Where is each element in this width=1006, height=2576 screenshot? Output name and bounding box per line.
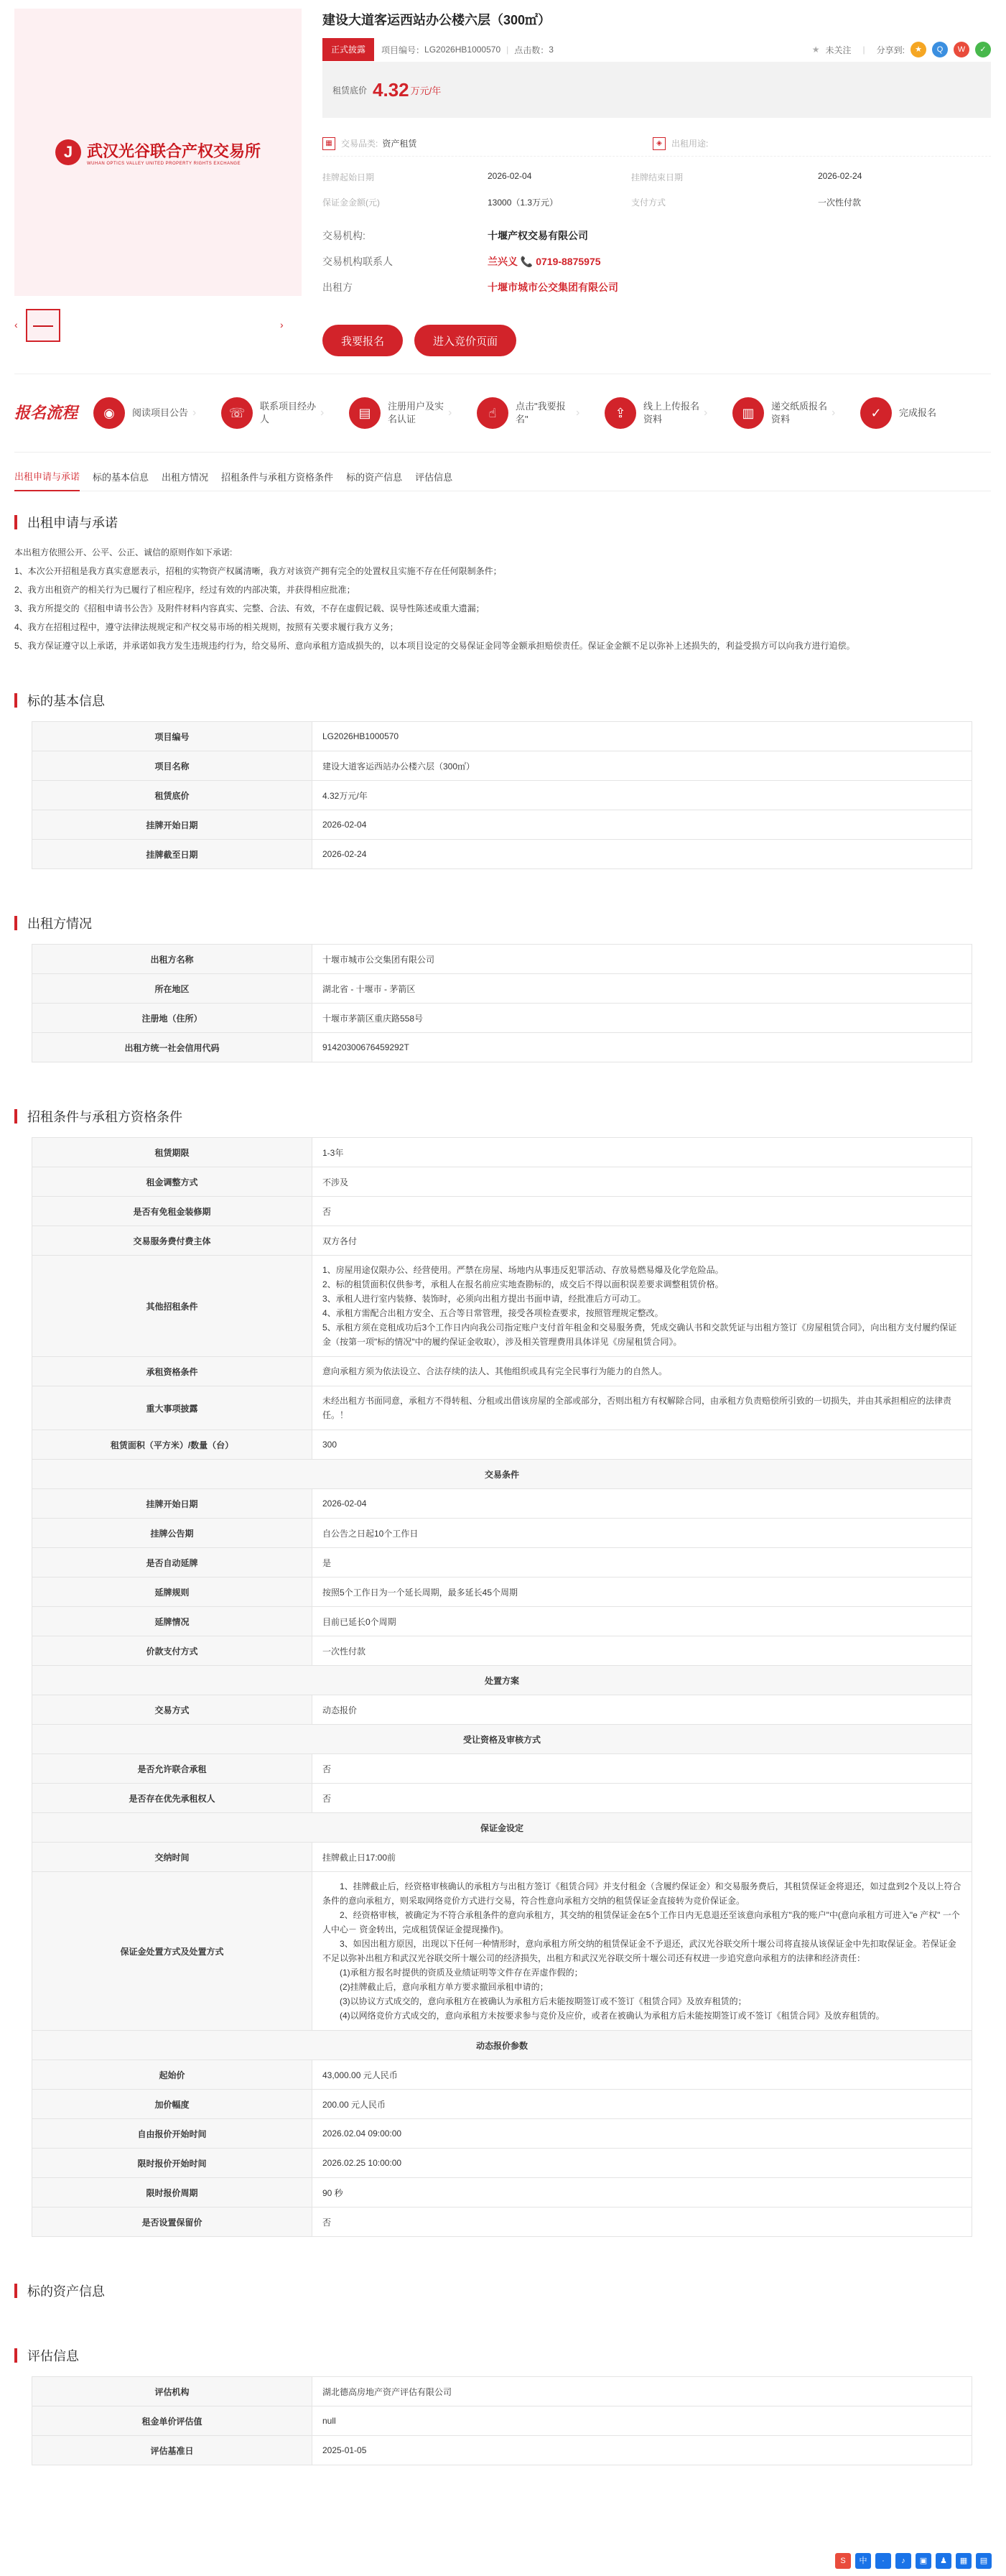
table-key: 注册地（住所） xyxy=(32,1004,312,1033)
eye-icon: ◉ xyxy=(93,397,125,429)
text-line: 5、承租方须在竞租成功后3个工作日内向我公司指定账户支付首年租金和交易服务费，凭成交确认书和交款凭证与出租方签订《房屋租赁合同》，向出租方支付履约保证金（按第一项"标的情况"中的履约保证金收取），涉及相关管理费用具体详见《房屋租赁合同》。 xyxy=(322,1322,957,1347)
table-value: 否 xyxy=(312,1754,972,1784)
evaluation-table xyxy=(32,2376,972,2465)
table-value: 不涉及 xyxy=(312,1167,972,1197)
asset-section xyxy=(14,2280,991,2302)
table-key: 价款支付方式 xyxy=(32,1636,312,1666)
table-row xyxy=(32,1636,972,1666)
status-badge: 正式披露 xyxy=(322,38,374,61)
table-value: 2026-02-04 xyxy=(312,810,972,840)
table-row xyxy=(32,1004,972,1033)
table-value: 自公告之日起10个工作日 xyxy=(312,1519,972,1548)
table-row xyxy=(32,1577,972,1607)
check-icon: ✓ xyxy=(860,397,892,429)
table-row xyxy=(32,1754,972,1784)
table-key: 挂牌开始日期 xyxy=(32,810,312,840)
table-row xyxy=(32,1226,972,1256)
table-key: 是否设置保留价 xyxy=(32,2207,312,2237)
table-value: 处置方案 xyxy=(32,1666,972,1695)
table-value: 湖北省 - 十堰市 - 茅箭区 xyxy=(312,974,972,1004)
table-key: 项目名称 xyxy=(32,751,312,781)
exchange-org: 十堰产权交易有限公司 xyxy=(488,230,588,241)
text-line: (4)以网络竞价方式成交的，意向承租方未按要求参与竞价及应价，或者在被确认为承租方后未能按期签订或不签订《租赁合同》及放弃租赁的。 xyxy=(322,2011,885,2021)
table-value: 2026.02.25 10:00:00 xyxy=(312,2149,972,2178)
table-key: 延牌情况 xyxy=(32,1607,312,1636)
table-value: 2026-02-24 xyxy=(312,840,972,869)
table-row xyxy=(32,1033,972,1062)
table-key: 租赁底价 xyxy=(32,781,312,810)
table-subheader xyxy=(32,1460,972,1489)
step-register: ▤ 注册用户及实名认证 › xyxy=(349,397,477,429)
basic-table xyxy=(32,721,972,869)
text-line: 1、挂牌截止后，经资格审核确认的承租方与出租方签订《租赁合同》并支付租金（含履约保证金）和交易服务费后，其租赁保证金将退还，如过盘到2个及以上符合条件的意向承租方，则采取网络竞价方式进行交易，符合性意向承租方交纳的租赁保证金直接转为竞价保证金。 xyxy=(322,1881,961,1906)
table-key: 起始价 xyxy=(32,2060,312,2090)
tab-promise[interactable]: 出租申请与承诺 xyxy=(14,462,80,491)
lessor-table xyxy=(32,944,972,1062)
table-key: 重大事项披露 xyxy=(32,1386,312,1430)
skin-icon[interactable]: ♟ xyxy=(936,2553,951,2569)
table-key: 所在地区 xyxy=(32,974,312,1004)
table-subheader xyxy=(32,1813,972,1843)
table-value: 动态报价参数 xyxy=(32,2031,972,2060)
table-row xyxy=(32,2149,972,2178)
views-count: 3 xyxy=(549,45,554,55)
table-value: 双方各付 xyxy=(312,1226,972,1256)
table-value: 2026-02-04 xyxy=(312,1489,972,1519)
table-value: 目前已延长0个周期 xyxy=(312,1607,972,1636)
section-title: 评估信息 xyxy=(27,2349,79,2363)
price-unit: 万元/年 xyxy=(410,85,442,96)
table-value: 意向承租方须为依法设立、合法存续的法人、其他组织或具有完全民事行为能力的自然人。 xyxy=(312,1357,972,1386)
tab-asset[interactable]: 标的资产信息 xyxy=(346,472,403,483)
section-title: 出租方情况 xyxy=(27,917,92,931)
qzone-icon[interactable]: ★ xyxy=(910,42,926,57)
step-submit: ▥ 递交纸质报名资料 › xyxy=(732,397,860,429)
thumbnail[interactable] xyxy=(26,309,60,342)
table-row xyxy=(32,2060,972,2090)
table-row xyxy=(32,2377,972,2406)
text-line: 2、我方出租资产的相关行为已履行了相应程序，经过有效的内部决策，并获得相应批准； xyxy=(14,585,355,595)
next-arrow-icon[interactable]: › xyxy=(280,319,284,330)
table-row xyxy=(32,974,972,1004)
table-key: 出租方名称 xyxy=(32,945,312,974)
table-row xyxy=(32,1872,972,2031)
table-value: 2025-01-05 xyxy=(312,2436,972,2465)
section-title: 标的资产信息 xyxy=(27,2284,105,2299)
table-value: 挂牌截止日17:00前 xyxy=(312,1843,972,1872)
trade-type: ▦ 交易品类: 资产租赁 xyxy=(322,137,653,150)
table-value xyxy=(312,1256,972,1357)
table-row xyxy=(32,2090,972,2119)
lessor-name[interactable]: 十堰市城市公交集团有限公司 xyxy=(488,282,618,293)
table-value: 十堰市城市公交集团有限公司 xyxy=(312,945,972,974)
table-key: 是否存在优先承租权人 xyxy=(32,1784,312,1813)
project-no: LG2026HB1000570 xyxy=(424,45,501,55)
conditions-table xyxy=(32,1137,972,2237)
table-value: 4.32万元/年 xyxy=(312,781,972,810)
text-line: 1、本次公开招租是我方真实意愿表示，招租的实物资产权属清晰，我方对该资产拥有完全的处置权且实施不存在任何限制条件； xyxy=(14,566,502,576)
table-row xyxy=(32,1138,972,1167)
table-key: 租金单价评估值 xyxy=(32,2406,312,2436)
table-row xyxy=(32,840,972,869)
table-subheader xyxy=(32,1666,972,1695)
project-image[interactable] xyxy=(14,9,302,296)
table-row xyxy=(32,1548,972,1577)
menu-icon[interactable]: ▤ xyxy=(976,2553,992,2569)
table-value: 交易条件 xyxy=(32,1460,972,1489)
weibo-icon[interactable]: W xyxy=(954,42,969,57)
table-row xyxy=(32,1489,972,1519)
category-icon: ▦ xyxy=(322,137,335,150)
table-value: 一次性付款 xyxy=(312,1636,972,1666)
table-row xyxy=(32,945,972,974)
table-value: 十堰市茅箭区重庆路558号 xyxy=(312,1004,972,1033)
price-value: 4.32 xyxy=(373,78,409,101)
table-key: 延牌规则 xyxy=(32,1577,312,1607)
table-row xyxy=(32,1607,972,1636)
step-contact: ☏ 联系项目经办人 › xyxy=(221,397,349,429)
org-info: 交易机构: 十堰产权交易有限公司 交易机构联系人 兰兴义 📞 0719-8875975 出租方 十堰市城市公交集团有限公司 xyxy=(322,230,618,293)
contact-person: 兰兴义 📞 0719-8875975 xyxy=(488,256,601,267)
table-value: 否 xyxy=(312,1197,972,1226)
table-key: 是否自动延牌 xyxy=(32,1548,312,1577)
section-title: 标的基本信息 xyxy=(27,694,105,708)
table-row xyxy=(32,1256,972,1357)
lang-toggle-icon[interactable]: 中 xyxy=(855,2553,871,2569)
document-icon: ▥ xyxy=(732,397,764,429)
table-value: 未经出租方书面同意，承租方不得转租、分租或出借该房屋的全部或部分，否则出租方有权解除合同，由承租方负责赔偿所引致的一切损失，并由其承担相应的法律责任。！ xyxy=(312,1386,972,1430)
table-value: 1-3年 xyxy=(312,1138,972,1167)
project-header: J 武汉光谷联合产权交易所 WUHAN OPTICS VALLEY UNITED PROPERTY RIGHTS EXCHANGE ‹ › 建设大道客运西站办公楼六层（300㎡） 正式披露 项目编号： LG2026HB1000570 | 点击数： 3 ★ 未关注 | 分享到: ★ Q W ✓ 租赁底价 4.32 万元/年 ▦ 交易品类: 资产租赁 ◈ 出租用途: 挂牌起始日期 2026-02-04 挂牌结束日期 2026-02-24 保证金金额(元) 13000（1.3万元） 支付方式 一次性付款 交易机构: 十堰产权交易有限公司 交易机构联系人 兰兴义 📞 0719-8875975 出租方 十堰市城市公交集团有限公司 我要报名 进入竞价页面 xyxy=(14,0,991,338)
logo-subtext: WUHAN OPTICS VALLEY UNITED PROPERTY RIGHTS EXCHANGE xyxy=(86,161,241,166)
hand-pointer-icon: ☝ xyxy=(477,397,508,429)
table-row xyxy=(32,2436,972,2465)
text-line: 3、承租人进行室内装修、装饰时，必须向出租方提出书面申请，经批准后方可动工。 xyxy=(322,1294,646,1304)
table-value: null xyxy=(312,2406,972,2436)
section-title: 出租申请与承诺 xyxy=(27,516,118,530)
table-value: 300 xyxy=(312,1430,972,1460)
evaluation-section xyxy=(14,2345,991,2465)
views-label: 点击数： xyxy=(514,45,549,55)
table-row xyxy=(32,2406,972,2436)
table-row xyxy=(32,1386,972,1430)
text-line: 4、承租方需配合出租方安全、五合等日常管理，接受各项检查要求，按照管理规定整改。 xyxy=(322,1308,663,1318)
lessor-section xyxy=(14,912,991,1062)
table-row xyxy=(32,751,972,781)
step-click: ☝ 点击"我要报名" › xyxy=(477,397,605,429)
qq-icon[interactable]: Q xyxy=(932,42,948,57)
section-tabs xyxy=(14,463,991,491)
table-key: 租金调整方式 xyxy=(32,1167,312,1197)
toolbox-icon[interactable]: ▦ xyxy=(956,2553,972,2569)
text-line: 3、我方所提交的《招租申请书公告》及附件材料内容真实、完整、合法、有效，不存在虚假记载、误导性陈述或重大遗漏； xyxy=(14,603,485,613)
table-row xyxy=(32,2119,972,2149)
upload-icon: ⇪ xyxy=(605,397,636,429)
conditions-section xyxy=(14,1106,991,2237)
section-title: 招租条件与承租方资格条件 xyxy=(27,1110,182,1124)
table-value: 否 xyxy=(312,2207,972,2237)
step-complete: ✓ 完成报名 xyxy=(860,397,988,429)
table-key: 是否允许联合承租 xyxy=(32,1754,312,1784)
thumbnail-strip xyxy=(14,309,302,345)
tab-evaluation[interactable]: 评估信息 xyxy=(415,472,453,483)
table-value: 2026.02.04 09:00:00 xyxy=(312,2119,972,2149)
table-key: 是否有免租金装修期 xyxy=(32,1197,312,1226)
table-value: 是 xyxy=(312,1548,972,1577)
text-line: (3)以协议方式成交的，意向承租方在被确认为承租方后未能按期签订或不签订《租赁合同》及放弃租赁的； xyxy=(322,1996,747,2006)
text-line: (1)承租方报名时提供的资质及业绩证明等文件存在弄虚作假的； xyxy=(322,1968,583,1978)
text-line: 本出租方依照公开、公平、公正、诚信的原则作如下承诺: xyxy=(14,547,233,557)
table-value: 按照5个工作日为一个延长周期，最多延长45个周期 xyxy=(312,1577,972,1607)
process-title: 报名流程 xyxy=(14,404,78,422)
share-label: 分享到: xyxy=(876,45,905,55)
table-row xyxy=(32,1695,972,1725)
table-value: 200.00 元人民币 xyxy=(312,2090,972,2119)
key-dates: 挂牌起始日期 2026-02-04 挂牌结束日期 2026-02-24 保证金金额(元) 13000（1.3万元） 支付方式 一次性付款 xyxy=(322,171,862,208)
star-icon[interactable]: ★ xyxy=(811,45,820,55)
text-line: 2、经资格审核，被确定为不符合承租条件的意向承租方，其交纳的租赁保证金在5个工作日内无息退还至该意向承租方"我的账户"中(意向承租方可进入"e 产权" 一个人中心－ 资金转出，完成租赁保证金提现操作)。 xyxy=(322,1910,960,1935)
table-value: 43,000.00 元人民币 xyxy=(312,2060,972,2090)
wechat-icon[interactable]: ✓ xyxy=(975,42,991,57)
table-key: 项目编号 xyxy=(32,722,312,751)
layers-icon: ◈ xyxy=(653,137,666,150)
table-value xyxy=(312,1872,972,2031)
voice-icon[interactable]: ♪ xyxy=(895,2553,911,2569)
table-row xyxy=(32,1357,972,1386)
signup-process xyxy=(14,374,991,453)
table-key: 其他招租条件 xyxy=(32,1256,312,1357)
table-value: 湖北德高房地产资产评估有限公司 xyxy=(312,2377,972,2406)
table-row xyxy=(32,1430,972,1460)
table-key: 限时报价周期 xyxy=(32,2178,312,2207)
tab-lessor[interactable]: 出租方情况 xyxy=(162,472,209,483)
enter-bidding-button[interactable]: 进入竞价页面 xyxy=(414,325,516,356)
table-row xyxy=(32,1784,972,1813)
table-key: 评估基准日 xyxy=(32,2436,312,2465)
table-row xyxy=(32,1167,972,1197)
price-bar xyxy=(322,62,991,118)
sogou-icon[interactable]: S xyxy=(835,2553,851,2569)
table-row xyxy=(32,1843,972,1872)
table-key: 保证金处置方式及处置方式 xyxy=(32,1872,312,2031)
table-key: 承租资格条件 xyxy=(32,1357,312,1386)
table-value: 90 秒 xyxy=(312,2178,972,2207)
table-key: 租赁期限 xyxy=(32,1138,312,1167)
phone-icon: ☏ xyxy=(221,397,253,429)
basic-section xyxy=(14,690,991,869)
table-row xyxy=(32,2207,972,2237)
table-key: 挂牌开始日期 xyxy=(32,1489,312,1519)
table-key: 交易方式 xyxy=(32,1695,312,1725)
table-value: 91420300676459292T xyxy=(312,1033,972,1062)
step-read: ◉ 阅读项目公告 › xyxy=(93,397,221,429)
table-key: 自由报价开始时间 xyxy=(32,2119,312,2149)
table-value: 保证金设定 xyxy=(32,1813,972,1843)
table-subheader xyxy=(32,2031,972,2060)
table-row xyxy=(32,1197,972,1226)
promise-section xyxy=(14,511,991,655)
table-row xyxy=(32,2178,972,2207)
tab-conditions[interactable]: 招租条件与承租方资格条件 xyxy=(221,472,334,483)
follow-toggle[interactable]: 未关注 xyxy=(825,45,852,55)
table-subheader xyxy=(32,1725,972,1754)
table-key: 交易服务费付费主体 xyxy=(32,1226,312,1256)
keyboard-icon[interactable]: ▣ xyxy=(916,2553,931,2569)
text-line: 4、我方在招租过程中，遵守法律法规规定和产权交易市场的相关规则，按照有关要求履行我方义务； xyxy=(14,622,399,632)
step-upload: ⇪ 线上上传报名资料 › xyxy=(605,397,732,429)
project-no-label: 项目编号： xyxy=(381,45,425,55)
text-line: 2、标的租赁面积仅供参考，承租人在报名前应实地查勘标的，成交后不得以面积误差要求调整租赁价格。 xyxy=(322,1279,724,1289)
lease-use: ◈ 出租用途: xyxy=(653,137,983,150)
table-key: 出租方统一社会信用代码 xyxy=(32,1033,312,1062)
text-line: (2)挂牌截止后，意向承租方单方要求撤回承租申请的； xyxy=(322,1982,549,1992)
table-row xyxy=(32,722,972,751)
ime-toolbar xyxy=(835,2553,992,2569)
table-key: 限时报价开始时间 xyxy=(32,2149,312,2178)
exchange-logo-icon: J xyxy=(55,139,81,165)
table-key: 挂牌公告期 xyxy=(32,1519,312,1548)
table-value: 建设大道客运西站办公楼六层（300㎡） xyxy=(312,751,972,781)
table-row xyxy=(32,781,972,810)
punct-icon[interactable]: · xyxy=(875,2553,891,2569)
id-card-icon: ▤ xyxy=(349,397,381,429)
prev-arrow-icon[interactable]: ‹ xyxy=(14,319,18,330)
text-line: 3、如因出租方原因，出现以下任何一种情形时，意向承租方所交纳的租赁保证金不予退还，武汉光谷联交所十堰公司将直接从该保证金中先扣取保证金。若保证金不足以弥补出租方和武汉光谷联交所十堰公司的经济损失，出租方和武汉光谷联交所十堰公司还有权进一步追究意向承租方的法律和经济责任： xyxy=(322,1939,956,1963)
table-key: 加价幅度 xyxy=(32,2090,312,2119)
table-row xyxy=(32,1519,972,1548)
price-label: 租赁底价 xyxy=(332,85,368,96)
table-key: 交纳时间 xyxy=(32,1843,312,1872)
table-value: 受让资格及审核方式 xyxy=(32,1725,972,1754)
table-key: 评估机构 xyxy=(32,2377,312,2406)
text-line: 5、我方保证遵守以上承诺，并承诺如我方发生违规违约行为，给交易所、意向承租方造成损失的，以本项目设定的交易保证金同等金额承担赔偿责任。保证金金额不足以弥补上述损失的，利益受损方可以向我方进行追偿。 xyxy=(14,641,855,651)
table-value: LG2026HB1000570 xyxy=(312,722,972,751)
signup-button[interactable]: 我要报名 xyxy=(322,325,403,356)
page-title: 建设大道客运西站办公楼六层（300㎡） xyxy=(322,13,551,27)
table-row xyxy=(32,810,972,840)
tab-basic[interactable]: 标的基本信息 xyxy=(93,472,149,483)
logo-text: 武汉光谷联合产权交易所 xyxy=(86,142,261,161)
table-key: 租赁面积（平方米）/数量（台） xyxy=(32,1430,312,1460)
table-key: 挂牌截至日期 xyxy=(32,840,312,869)
table-value: 动态报价 xyxy=(312,1695,972,1725)
text-line: 1、房屋用途仅限办公、经营使用。严禁在房屋、场地内从事违反犯罪活动、存放易燃易爆及化学危险品。 xyxy=(322,1265,724,1275)
table-value: 否 xyxy=(312,1784,972,1813)
